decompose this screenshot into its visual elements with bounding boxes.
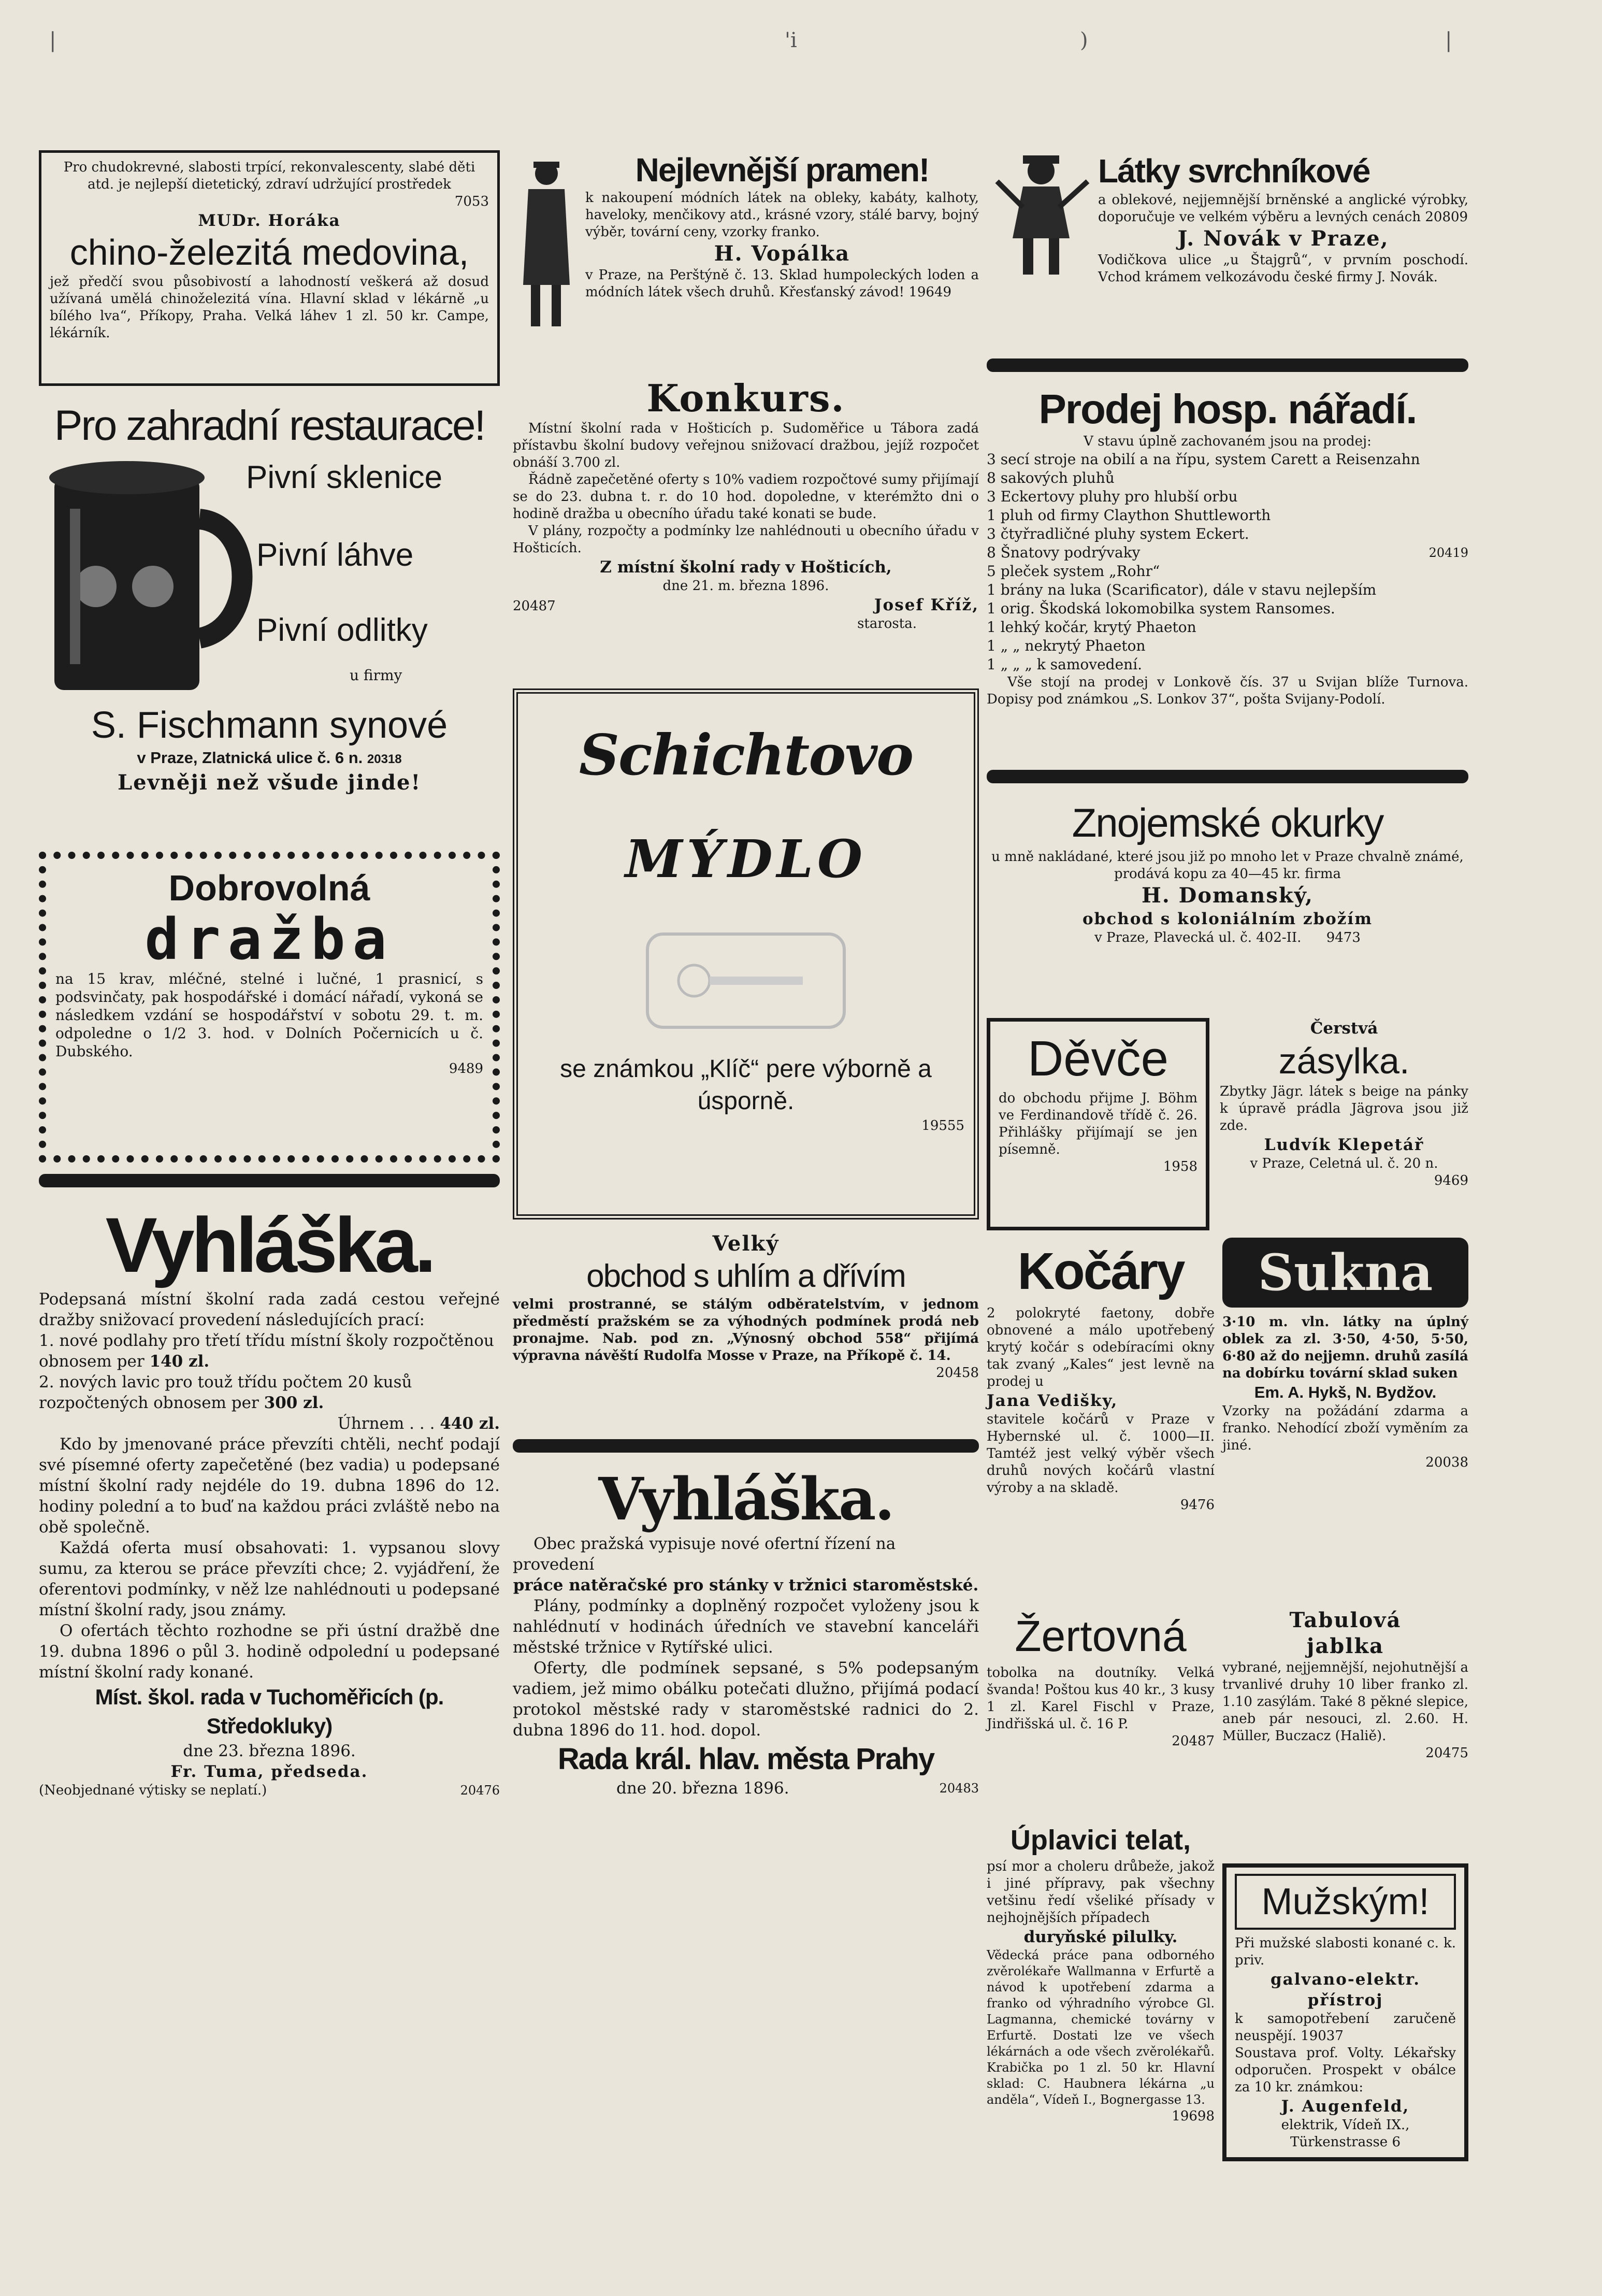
firm-label: u firmy [350,667,402,684]
ad-body2 [1235,2011,1456,2045]
firm-name: S. Fischmann synové [91,705,448,746]
ad-title: Konkurs. [646,376,845,420]
ad-name: H. Vopálka [714,241,850,266]
ad-title: Nejlevnější pramen! [635,151,929,189]
signer: Rada král. hlav. města Prahy [557,1742,934,1776]
ad-body2: Vzorky na požádání zdarma a franko. Nehodící zboží vyměním za jiné. [1222,1403,1468,1453]
ad-body [1098,192,1468,226]
ad-name: Ludvík Klepetář [1264,1136,1424,1154]
ad-ref: 20487 [1172,1733,1215,1749]
list-item: 8 sakových pluhů [987,469,1115,486]
ad-body: 2 polokryté faetony, dobře obnovené a málo upotřebený krytý kočár s odebíracími okny tak zvaný „Kales“ jest levně na prodej u [987,1305,1215,1389]
ad-medovina [39,150,500,386]
total-row: Úhrnem . . . 440 zl. [337,1414,500,1433]
ad-address: v Praze, Celetná ul. č. 20 n. [1250,1156,1438,1171]
ad-ref: 7053 [454,194,489,209]
ad-title: Dobrovolná [168,868,370,908]
list-item: 1 orig. Škodská lokomobilka system Ransomes. [987,600,1335,617]
signer: Z místní školní rady v Hošticích, [600,558,892,577]
item-label: Pivní láhve [256,537,414,573]
ad-title: Vyhláška. [105,1201,434,1288]
ad-body2: stavitele kočárů v Praze v Hybernské ul. č. 1000—II. Tamtéž jest velký výběr všech druhů nových kočárů vlastní výroby a na skladě. [987,1412,1215,1496]
column-left [39,150,500,1811]
ad-body: 3·10 m. vln. látky na úplný oblek za zl. 3·50, 4·50, 5·50, 6·80 až do nejjemn. druhů zasílá na dobírku tovární sklad suken [1222,1314,1468,1381]
column-right [987,150,1468,2268]
total-amount: 440 zl. [440,1414,500,1433]
note-row [39,1782,500,1799]
ad-muzskym [1222,1863,1468,2161]
address-text: v Praze, na Perštýně č. 13. Sklad humpoleckých loden a módních látek všech druhů. Křesťanský závod! [585,267,979,300]
ad-title: chino-železitá medovina, [69,232,469,272]
ad-body: Při mužské slabosti konané c. k. priv. [1235,1935,1456,1968]
item-amount: 140 zl. [149,1352,210,1371]
product-name: galvano-elektr. přístroj [1270,1970,1421,2010]
ad-title: zásylka. [1278,1041,1410,1081]
ad-sub: obchod s koloniálním zbožím [1083,910,1373,928]
ad-address [987,929,1468,946]
ad-body: k nakoupení módních látek na obleky, kabáty, kalhoty, haveloky, menčikovy atd., krásné vzory, stálé barvy, bojný výběr, tovární ceny, vzorky franko. [585,190,979,240]
ad-devce [987,1018,1209,1230]
page-mark: | [49,28,56,52]
ad-ref: 19555 [921,1118,964,1133]
list-item: 1 brány na luka (Scarificator), dále v stavu nejlepším [987,581,1377,598]
tagline: se známkou „Klíč“ pere výborně a úsporně. [560,1055,932,1115]
ad-body: do obchodu přijme J. Böhm ve Ferdinandově třídě č. 26. Přihlášky přijímají se jen písemně. [999,1090,1197,1157]
ad-drazba [39,852,500,1163]
divider [513,1439,979,1453]
signer: Míst. škol. rada v Tuchoměřicích (p. Středokluky) [95,1685,444,1738]
date-row [513,1778,979,1799]
body-text: k samopotřebení zaručeně neuspějí. [1235,2011,1456,2044]
list-item [987,543,1468,562]
ad-jablka [1222,1608,1468,1762]
ad-schichtovo-mydlo [513,688,979,1219]
ad-title: Žertovná [1015,1612,1187,1660]
ad-body: Zbytky Jägr. látek s beige na pánky k úpravě prádla Jägrova jsou již zde. [1220,1084,1468,1133]
list-item: 5 pleček system „Rohr“ [987,563,1160,580]
list-item: 3 Eckertovy pluhy pro hlubší orbu [987,488,1238,505]
note: (Neobjednané výtisky se neplatí.) [39,1783,267,1798]
paragraph: V plány, rozpočty a podmínky lze nahlédnouti u obecního úřadu v Hošticích. [513,523,979,556]
ad-ref: 9489 [449,1061,483,1077]
ad-title: Schichtovo [579,723,913,788]
ad-title: Mužským! [1235,1874,1456,1930]
ad-body3: Soustava prof. Volty. Lékařsky odporučen. Prospekt v obálce za 10 kr. známkou: [1235,2045,1456,2095]
ad-title: Vyhláška. [598,1466,893,1533]
ad-body: jež předčí svou působivostí a lahodností veškerá až dosud užívaná umělá chinoželezitá vína. Hlavní sklad v lékárně „u bílého lva“, Příkopy, Praha. Velká láhev 1 zl. 50 kr. Campe, lékárník. [50,274,489,341]
ad-vyhlaska-praha [513,1466,979,1799]
date: dne 23. března 1896. [183,1742,356,1760]
ad-ref: 19037 [1301,2028,1344,2044]
ad-title-big: dražba [145,906,394,972]
ad-ref: 9473 [1326,930,1361,945]
ad-name: Jana Vedišky, [987,1391,1118,1410]
ad-sukna [1222,1238,1468,1471]
paragraph: Řádně zapečetěné oferty s 10% vadiem rozpočtové sumy přijímají se do 23. dubna t. r. do 10 hod. dopoledne, v kterémžto dni o hodině dražba u obecního úřadu také konati se bude. [513,472,979,522]
product-name: MÝDLO [625,828,867,889]
paragraph: Místní školní rada v Hošticích p. Sudoměřice u Tábora zadá přístavbu školní budovy veřejnou snižovací dražbou, jejíž rozpočet obnáší 3.700 zl. [513,421,979,470]
ad-body: vybrané, nejjemnější, nejohutnější a trvanlivé druhy 10 liber franko zl. 1.10 zasýlám. Také 8 pěkné slepice, aneb pár nesouci, zl. 2.60. H. Müller, Buczacz (Haliě). [1222,1660,1468,1744]
ad-name: Josef Kříž, [874,596,979,614]
hunter-figure-icon [987,150,1095,280]
list-item: 1 „ „ nekrytý Phaeton [987,637,1146,654]
chair: Fr. Tuma, předseda. [170,1762,368,1781]
ad-ref: 20483 [939,1781,979,1796]
address [39,748,500,770]
ad-uplavici-telat [987,1822,1215,2125]
ad-ref: 1958 [1163,1159,1197,1174]
ad-vyhlaska-tuchomerice [39,1201,500,1799]
ad-title: Tabulová [1289,1608,1402,1632]
ad-zasylka [1220,1018,1468,1189]
beer-mug-icon [39,457,262,695]
column-middle [513,150,979,1810]
item-amount: 300 zl. [264,1394,324,1412]
soap-bar-icon [637,913,855,1048]
item-label: 1. nové podlahy pro třetí třídu místní školy rozpočtěnou obnosem per [39,1331,494,1371]
item-label: Pivní odlitky [256,612,428,648]
slogan: Levněji než všude jinde! [117,770,422,795]
ad-address [585,267,979,301]
ad-address: Vodičkova ulice „u Štajgrů“, v prvním poschodí. Vchod krámem velkozávodu české firmy J. Novák. [1098,252,1468,285]
list-item: 1 pluh od firmy Claython Shuttleworth [987,507,1271,524]
ad-konkurs [513,377,979,677]
ad-ref: 20318 [367,752,402,766]
ad-title: Děvče [1027,1031,1169,1086]
divider [39,1174,500,1187]
row-devce-zasylka [987,1018,1468,1230]
ad-ref: 9469 [1434,1173,1468,1188]
ad-small-title: Čerstvá [1310,1019,1378,1038]
ad-title: Úplavici telat, [1010,1825,1191,1856]
ad-ref: 20476 [460,1783,500,1798]
ad-body: na 15 krav, mléčné, stelné i lučné, 1 prasnicí, s podsvinčaty, pak hospodářské i domácí nářadí, vykoná se následkem vzdání se hospodářství v sobotu 29. t. m. odpoledne o 1/2 3. hod. v Dolních Počernicích u č. Dubského. [55,970,483,1060]
ad-name: H. Domanský, [1142,883,1314,908]
page-mark: ) [1080,28,1088,52]
date: dne 20. března 1896. [616,1779,789,1798]
ad-title: Látky svrchníkové [1098,152,1370,190]
paragraph: Kdo by jmenované práce převzíti chtěli, nechť podají své písemné oferty zapečetěné (bez vadia) u podepsané místní školní rady nejdéle do 19. dubna 1896 do 12. hodiny polední a to buď na každou práci zvláště nebo na obě společně. [39,1435,500,1537]
divider [987,358,1468,372]
ad-fischmann [39,397,500,840]
ad-body: u mně nakládané, které jsou již po mnoho let v Praze chvalně známé, prodává kopu za 40—45 kr. firma [991,849,1464,882]
total-label: Úhrnem [337,1414,405,1433]
ad-title: Znojemské okurky [1072,800,1383,845]
ad-naradi [987,385,1468,758]
page-mark: | [1445,28,1452,52]
ad-footer: Vše stojí na prodej v Lonkově čís. 37 u Svijan blíže Turnova. Dopisy pod známkou „S. Lonkov 37“, pošta Svijany-Podolí. [987,675,1468,707]
item-label: 2. nových lavic pro touž třídu počtem 20 kusů rozpočtených obnosem per [39,1373,412,1412]
ad-vopalka [513,150,979,365]
paragraph: Obec pražská vypisuje nové ofertní řízení na provedení [513,1534,896,1574]
name-row [513,595,979,615]
paragraph: Oferty, dle podmínek sepsané, s 5% podepsaným vadiem, jež mimo obálku potečati dlužno, přijímá podací protokol městské rady v staroměstské radnici do 2. dubna 1896 do 11. hod. dopol. [513,1659,979,1740]
row-telat-muzskym [987,1822,1468,2268]
ad-title: obchod s uhlím a dřívím [586,1258,905,1294]
ad-author: MUDr. Horáka [198,211,341,230]
ad-ref: 20458 [936,1365,979,1381]
ad-body: tobolka na doutníky. Velká švanda! Poštou kus 40 kr., 3 kusy 1 zl. Karel Fischl v Praze, Jindřišská ul. č. 16 P. [987,1665,1215,1732]
role: starosta. [857,616,917,632]
page-mark: 'i [785,28,797,52]
divider [987,770,1468,783]
ad-novak-latky [987,150,1468,347]
product-name: duryňské pilulky. [1023,1928,1178,1946]
date: dne 21. m. března 1896. [662,578,829,594]
item-row [39,1372,500,1413]
ad-body: velmi prostranné, se stálým odběratelstvím, v jednom předměstí pražském se za výhodných podmínek prodá neb pronajme. Nab. pod zn. „Výnosný obchod 558“ přijímá výpravna návěští Rudolfa Mosse v Praze, na Příkopě č. 14. [513,1297,979,1364]
ad-ref: 19698 [1172,2108,1215,2124]
gentleman-figure-icon [513,155,580,332]
list-item: 3 secí stroje na obilí a na řípu, system Carett a Reisenzahn [987,451,1420,468]
ad-ref: 20038 [1425,1455,1468,1470]
paragraph-emph: práce natěračské pro stánky v tržnici staroměstské. [513,1576,979,1595]
ad-title-2: jablka [1306,1634,1384,1658]
ad-title: Pro zahradní restaurace! [54,402,485,449]
ad-zertovna [987,1608,1215,1750]
address-text: v Praze, Zlatnická ulice č. 6 n. [137,749,363,767]
ad-intro: Podepsaná místní školní rada zadá cestou veřejné dražby snižovací provedení následujících prací: [39,1290,500,1329]
ad-body2: Vědecká práce pana odborného zvěrolékaře Wallmanna v Erfurtě a návod k upotřebení zdarma a franko od výhradního výrobce Gl. Lagmanna, chemické továrny v Erfurtě. Dostati lze ve všech lékárnách a ode všech zvěrolékařů. Krabička po 1 zl. 50 kr. Hlavní sklad: C. Haubnera lékárna „u anděla“, Vídeň I., Bognergasse 13. [987,1948,1215,2107]
list-item: 3 čtyřradličné pluhy system Eckert. [987,525,1249,542]
ad-title: Prodej hosp. nářadí. [1038,386,1417,432]
list-item: 1 „ „ „ k samovedení. [987,656,1143,673]
row-zertovna-jablka [987,1608,1468,1815]
list-item: 1 lehký kočár, krytý Phaeton [987,619,1196,636]
ad-ref: 20487 [513,598,556,614]
paragraph: Plány, podmínky a doplněný rozpočet vyloženy jsou k nahlédnutí v hodinách úředních ve stavební kanceláři městské tržnice v Rytířské ulici. [513,1597,979,1657]
ad-intro: V stavu úplně zachovaném jsou na prodej: [1084,434,1372,449]
ad-body: psí mor a choleru drůbeže, jakož i jiné přípravy, pak všechny vetšinu ředí všeliké přísady v nejhojnějších případech [987,1859,1215,1926]
ad-name: Em. A. Hykš, N. Bydžov. [1254,1383,1437,1401]
ad-ref: 9476 [1180,1497,1215,1513]
ad-ref: 20419 [1428,546,1468,560]
ad-title: Kočáry [1017,1242,1184,1300]
list-item-text: 8 Šnatovy podrývaky [987,544,1141,561]
ad-title: Sukna [1222,1238,1468,1308]
ad-name: J. Novák v Praze, [1177,226,1389,251]
paragraph: O ofertách těchto rozhodne se při ústní dražbě dne 19. dubna 1896 o půl 3. hodině odpolední u podepsané místní školní rady konané. [39,1621,500,1682]
ad-uhli-drivi [513,1231,979,1428]
ad-small-title: Velký [712,1231,780,1256]
ad-kocary [987,1238,1215,1514]
ad-okurky [987,797,1468,1007]
ad-address: elektrik, Vídeň IX., Türkenstrasse 6 [1281,2117,1410,2150]
ad-ref: 19649 [908,284,952,300]
item-label: Pivní sklenice [246,460,443,495]
ad-name: J. Augenfeld, [1281,2097,1410,2116]
body-text: a oblekové, nejjemnější brněnské a anglické výrobky, doporučuje ve velkém výběru a levných cenách [1098,192,1468,225]
ad-ref: 20475 [1425,1745,1468,1761]
row-kocary-sukna [987,1238,1468,1600]
address-text: v Praze, Plavecká ul. č. 402-II. [1094,930,1302,945]
paragraph: Každá oferta musí obsahovati: 1. vypsanou slovy sumu, za kterou se práce převzíti chce; 2. vyjádření, že oferentovi podmínky, v něž lze nahlédnouti u podepsané místní školní rady, jsou známy. [39,1539,500,1619]
ad-ref: 20809 [1425,209,1468,225]
ad-intro: Pro chudokrevné, slabosti trpící, rekonvalescenty, slabé děti atd. je nejlepší dietetický, zdraví udržující prostředek [63,160,475,192]
item-row [39,1330,500,1372]
